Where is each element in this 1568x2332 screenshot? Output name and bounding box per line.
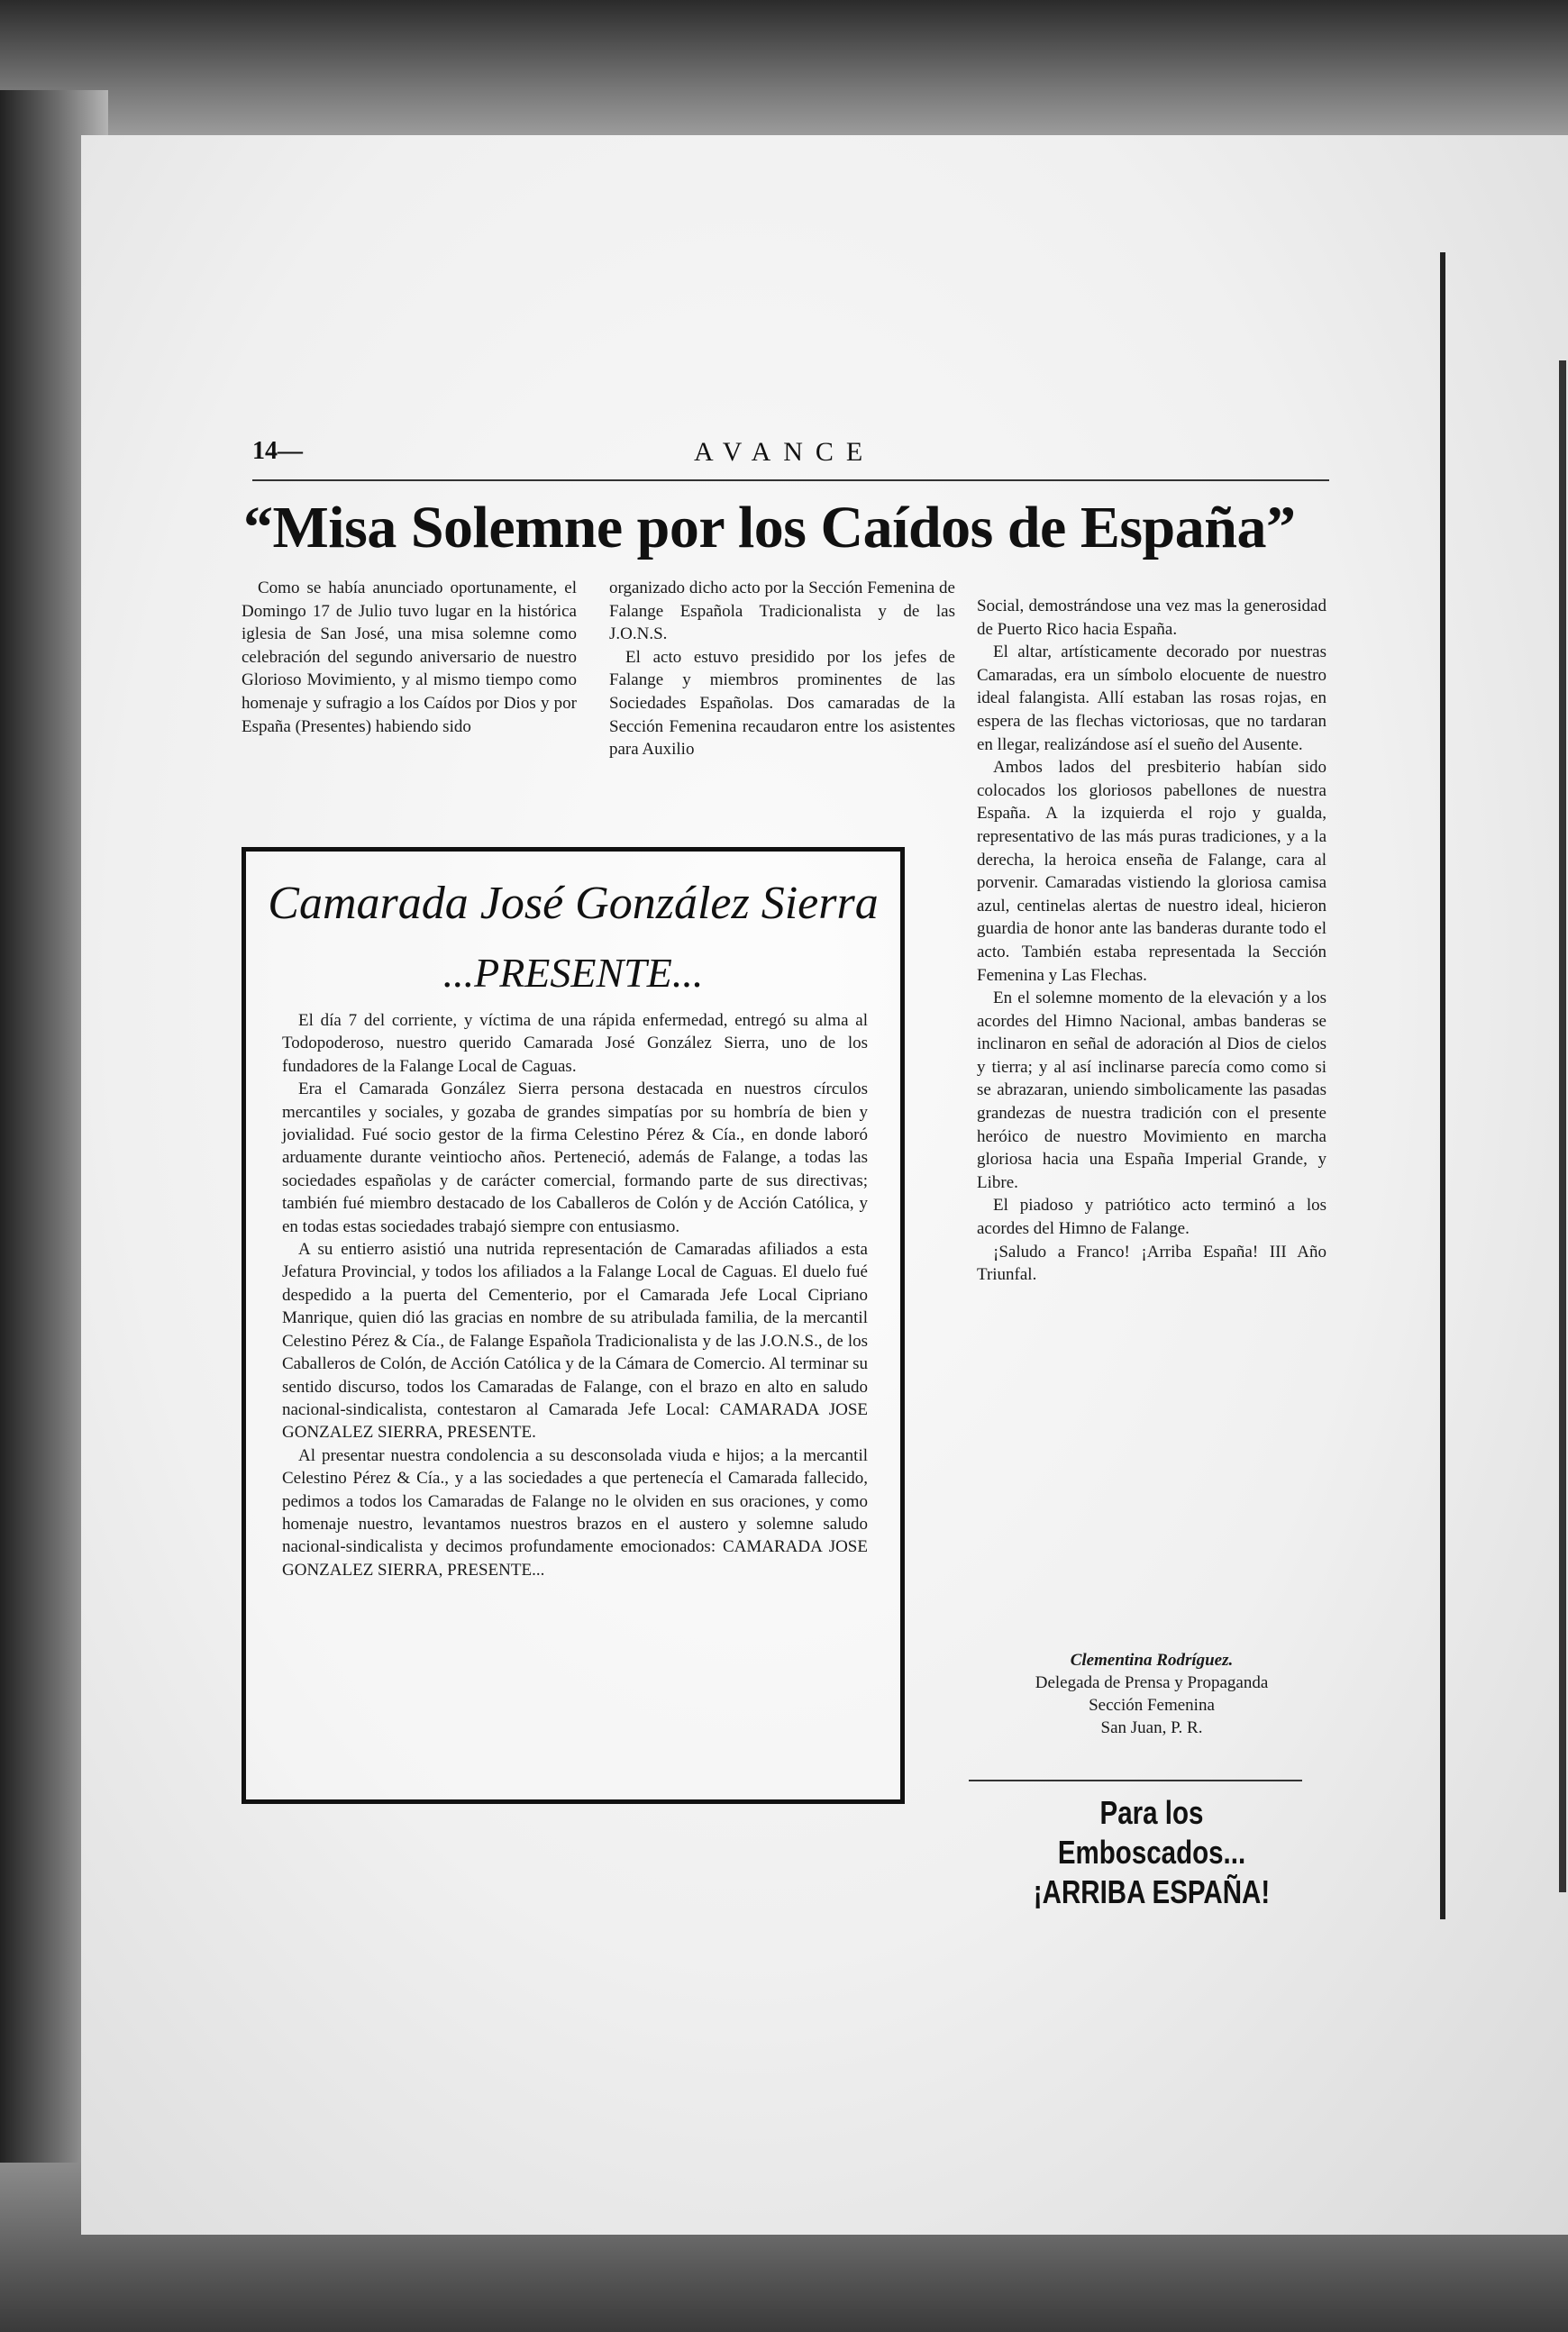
article-paragraph: organizado dicho acto por la Sección Femenina de Falange Española Tradicionalista y de las J.O.N.S. xyxy=(609,578,955,644)
page-number: 14— xyxy=(252,437,303,465)
slogan-block xyxy=(1008,1793,1295,1912)
page-header xyxy=(252,437,1325,473)
slogan-line-1: Para los Emboscados... xyxy=(1057,1794,1246,1871)
obituary-subtitle: ...PRESENTE... xyxy=(442,950,704,996)
slogan-line-2: ¡ARRIBA ESPAÑA! xyxy=(1033,1873,1271,1910)
article-headline: “Misa Solemne por los Caídos de España” xyxy=(243,495,1296,560)
article-paragraph: El acto estuvo presidido por los jefes de Falange y miembros prominentes de las Sociedades Españolas. Dos camaradas de la Sección Femenina recaudaron entre los asistentes para Auxilio xyxy=(609,647,955,760)
article-paragraph: Como se había anunciado oportunamente, el Domingo 17 de Julio tuvo lugar en la histórica iglesia de San José, una misa solemne como celebración del segundo aniversario de nuestro Glorioso Movimiento, y al mismo tiempo como homenaje y sufragio a los Caídos por Dios y por España (Presentes) habiendo sido xyxy=(242,578,577,736)
obituary-paragraph: Al presentar nuestra condolencia a su desconsolada viuda e hijos; a la mercantil Celestino Pérez & Cía., y a las sociedades a que pertenecía el Camarada fallecido, pedimos a todos los Camaradas de Falange no le olviden en sus oraciones, y como homenaje nuestro, levantamos nuestros brazos en el austero y solemne saludo nacional-sindicalista y decimos profundamente emocionados: CAMARADA JOSE GONZALEZ SIERRA, PRESENTE... xyxy=(282,1445,868,1580)
scan-frame-top xyxy=(0,0,1568,153)
article-column-2 xyxy=(609,577,955,761)
signature-role: Delegada de Prensa y Propaganda xyxy=(1035,1673,1269,1692)
next-page-edge xyxy=(1559,360,1566,1892)
article-paragraph: ¡Saludo a Franco! ¡Arriba España! III Año Triunfal. xyxy=(977,1242,1326,1285)
article-paragraph: El altar, artísticamente decorado por nuestras Camaradas, era un símbolo elocuente de nuestro ideal falangista. Allí estaban las rosas rojas, en espera de las flechas victoriosas, que no tardaran en llegar, realizándose así el sueño del Ausente. xyxy=(977,642,1326,754)
obituary-title: Camarada José González Sierra xyxy=(268,878,879,929)
obituary-paragraph: A su entierro asistió una nutrida representación de Camaradas afiliados a esta Jefatura Provincial, y todos los afiliados a la Falange Local de Caguas. El duelo fué despedido a la puerta del Cementerio, por el Camarada Jefe Local Cipriano Manrique, quien dió las gracias en nombre de su atribulada familia, de la mercantil Celestino Pérez & Cía., de Falange Española Tradicionalista y de las J.O.N.S., de los Caballeros de Colón, de Acción Católica y de la Cámara de Comercio. Al terminar su sentido discurso, todos los Camaradas de Falange, con el brazo en alto en saludo nacional-sindicalista, contestaron al Camarada Jefe Local: CAMARADA JOSE GONZALEZ SIERRA, PRESENTE. xyxy=(282,1240,868,1443)
signature-place: San Juan, P. R. xyxy=(1100,1718,1203,1737)
article-column-3 xyxy=(977,595,1326,1287)
obituary-paragraph: El día 7 del corriente, y víctima de una rápida enfermedad, entregó su alma al Todopoderoso, nuestro querido Camarada José González Sierra, uno de los fundadores de la Falange Local de Caguas. xyxy=(282,1011,868,1076)
signature-section: Sección Femenina xyxy=(1089,1696,1215,1715)
page-edge-line xyxy=(1440,252,1445,1919)
header-rule xyxy=(252,479,1329,481)
article-paragraph: Ambos lados del presbiterio habían sido colocados los gloriosos pabellones de nuestra España. A la izquierda el rojo y gualda, representativo de las más puras tradiciones, y a la derecha, la heroica enseña de Falange, cara al porvenir. Camaradas vistiendo la gloriosa camisa azul, centinelas alertas de nuestro ideal, hicieron guardia de honor ante las banderas durante todo el acto. También estaba representada la Sección Femenina y Las Flechas. xyxy=(977,758,1326,985)
signature-block xyxy=(977,1649,1326,1739)
article-paragraph: El piadoso y patriótico acto terminó a los acordes del Himno de Falange. xyxy=(977,1196,1326,1239)
article-column-1 xyxy=(242,577,577,738)
signature-rule xyxy=(969,1780,1302,1781)
obituary-text xyxy=(282,1009,868,1581)
article-paragraph: En el solemne momento de la elevación y a los acordes del Himno Nacional, ambas banderas se inclinaron en señal de adoración al Dios de cielos y tierra; y al así inclinarse parecía como como si se abrazaran, uniendo simbolicamente las pasadas grandezas de nuestra tradición con el presente heróico de nuestro Movimiento en marcha gloriosa hacia una España Imperial Grande, y Libre. xyxy=(977,988,1326,1192)
signature-name: Clementina Rodríguez. xyxy=(1070,1651,1234,1670)
obituary-box xyxy=(242,847,905,1804)
magazine-name: AVANCE xyxy=(694,437,876,467)
article-paragraph: Social, demostrándose una vez mas la generosidad de Puerto Rico hacia España. xyxy=(977,597,1326,639)
obituary-paragraph: Era el Camarada González Sierra persona destacada en nuestros círculos mercantiles y sociales, y gozaba de grandes simpatías por su hombría de bien y jovialidad. Fué socio gestor de la firma Celestino Pérez & Cía., en donde laboró arduamente durante veintiocho años. Perteneció, además de Falange, a todas las sociedades españolas y de carácter comercial, formando parte de sus directivas; también fué miembro destacado de los Caballeros de Colón y de Acción Católica, y en todas estas sociedades trabajó siempre con entusiasmo. xyxy=(282,1079,868,1236)
